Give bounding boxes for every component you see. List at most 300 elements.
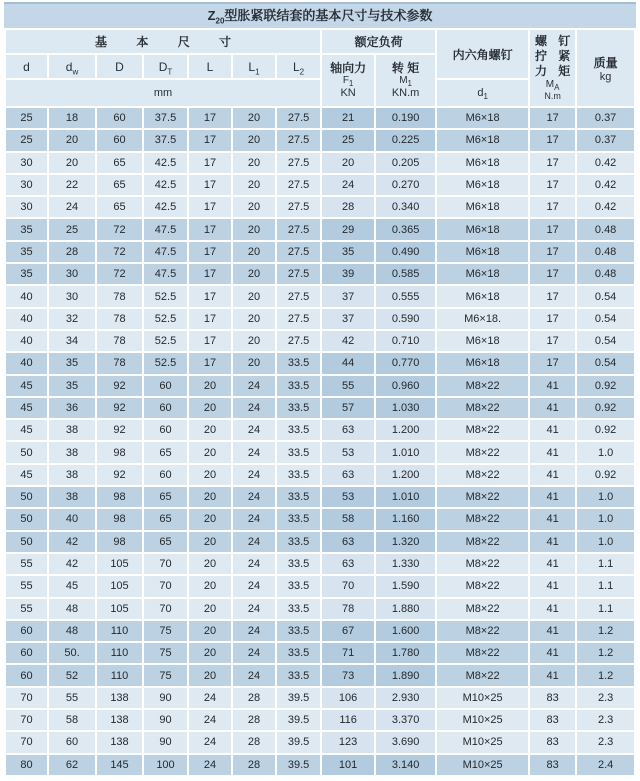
title-symbol: Z [207, 8, 216, 23]
cell-d: 55 [6, 599, 47, 619]
cell-L1: 28 [233, 710, 275, 730]
cell-DT: 75 [144, 665, 187, 685]
table-row [6, 309, 634, 329]
cell-D: 92 [97, 376, 142, 396]
screw-label-line3: 力 矩 [534, 63, 571, 78]
cell-axial-force: 28 [322, 197, 374, 217]
mass-unit: kg [599, 70, 612, 83]
cell-axial-force: 29 [322, 219, 374, 239]
cell-hex-screw: M10×25 [437, 755, 528, 775]
cell-mass: 1.2 [577, 665, 634, 685]
cell-axial-force: 101 [322, 755, 374, 775]
cell-dw: 52 [49, 665, 95, 685]
cell-D: 92 [97, 398, 142, 418]
cell-torque: 0.190 [376, 108, 435, 128]
cell-hex-screw: M8×22 [437, 376, 528, 396]
cell-axial-force: 116 [322, 710, 374, 730]
cell-L: 20 [189, 420, 231, 440]
table-row [6, 599, 634, 619]
cell-DT: 70 [144, 576, 187, 596]
cell-hex-screw: M6×18 [437, 264, 528, 284]
cell-dw: 48 [49, 621, 95, 641]
cell-L1: 20 [233, 130, 275, 150]
cell-DT: 37.5 [144, 108, 187, 128]
cell-mass: 0.48 [577, 242, 634, 262]
cell-mass: 0.42 [577, 153, 634, 173]
cell-L1: 24 [233, 576, 275, 596]
cell-d: 30 [6, 175, 47, 195]
cell-D: 92 [97, 420, 142, 440]
cell-L2: 27.5 [277, 219, 320, 239]
cell-L: 17 [189, 219, 231, 239]
cell-dw: 60 [49, 732, 95, 752]
cell-L2: 33.5 [277, 643, 320, 663]
cell-tightening-torque: 41 [530, 376, 575, 396]
cell-dw: 25 [49, 219, 95, 239]
cell-mass: 2.3 [577, 688, 634, 708]
cell-D: 65 [97, 175, 142, 195]
cell-L1: 24 [233, 532, 275, 552]
table-row [6, 755, 634, 775]
cell-L1: 24 [233, 376, 275, 396]
cell-DT: 42.5 [144, 197, 187, 217]
cell-dw: 42 [49, 532, 95, 552]
cell-axial-force: 44 [322, 353, 374, 373]
cell-axial-force: 53 [322, 487, 374, 507]
cell-mass: 1.0 [577, 532, 634, 552]
cell-axial-force: 20 [322, 153, 374, 173]
table-row [6, 175, 634, 195]
cell-hex-screw: M8×22 [437, 643, 528, 663]
cell-torque: 0.590 [376, 309, 435, 329]
cell-D: 98 [97, 532, 142, 552]
cell-hex-screw: M6×18. [437, 309, 528, 329]
cell-d: 45 [6, 376, 47, 396]
cell-tightening-torque: 41 [530, 532, 575, 552]
col-header-L: L [189, 55, 231, 78]
cell-dw: 58 [49, 710, 95, 730]
cell-L2: 33.5 [277, 665, 320, 685]
cell-D: 72 [97, 219, 142, 239]
header-row-groups [6, 30, 634, 53]
cell-mass: 0.48 [577, 264, 634, 284]
cell-D: 78 [97, 309, 142, 329]
cell-dw: 38 [49, 465, 95, 485]
cell-dw: 32 [49, 309, 95, 329]
cell-L2: 33.5 [277, 465, 320, 485]
cell-axial-force: 24 [322, 175, 374, 195]
cell-torque: 1.780 [376, 643, 435, 663]
cell-axial-force: 67 [322, 621, 374, 641]
cell-L1: 28 [233, 732, 275, 752]
cell-torque: 0.555 [376, 286, 435, 306]
cell-torque: 0.585 [376, 264, 435, 284]
cell-L2: 27.5 [277, 331, 320, 351]
cell-d: 40 [6, 353, 47, 373]
basic-dims-header: 基 本 尺 寸 [6, 30, 320, 53]
cell-L: 20 [189, 532, 231, 552]
cell-axial-force: 78 [322, 599, 374, 619]
cell-tightening-torque: 17 [530, 264, 575, 284]
cell-mass: 0.92 [577, 420, 634, 440]
cell-DT: 60 [144, 420, 187, 440]
cell-L1: 20 [233, 353, 275, 373]
cell-dw: 45 [49, 576, 95, 596]
cell-d: 30 [6, 153, 47, 173]
cell-mass: 1.2 [577, 621, 634, 641]
cell-torque: 3.140 [376, 755, 435, 775]
cell-tightening-torque: 41 [530, 599, 575, 619]
cell-DT: 70 [144, 599, 187, 619]
table-row [6, 732, 634, 752]
cell-L1: 24 [233, 554, 275, 574]
cell-hex-screw: M8×22 [437, 665, 528, 685]
cell-L: 20 [189, 554, 231, 574]
cell-mass: 0.54 [577, 331, 634, 351]
table-row [6, 219, 634, 239]
cell-mass: 1.0 [577, 487, 634, 507]
table-row [6, 621, 634, 641]
cell-hex-screw: M8×22 [437, 621, 528, 641]
cell-L1: 20 [233, 175, 275, 195]
cell-DT: 65 [144, 487, 187, 507]
cell-tightening-torque: 41 [530, 509, 575, 529]
torque-header: 转 矩 $M_1$ KN.m [376, 55, 435, 106]
table-row [6, 442, 634, 462]
cell-L2: 39.5 [277, 688, 320, 708]
cell-D: 105 [97, 554, 142, 574]
screw-label-line1: 螺 钉 [534, 33, 571, 48]
col-header-DT: $D_T$ [144, 55, 187, 78]
cell-torque: 1.010 [376, 487, 435, 507]
cell-tightening-torque: 41 [530, 465, 575, 485]
axial-force-header: 轴向力 $F_1$ KN [322, 55, 374, 106]
cell-d: 25 [6, 130, 47, 150]
cell-axial-force: 39 [322, 264, 374, 284]
cell-L1: 20 [233, 286, 275, 306]
cell-L1: 24 [233, 420, 275, 440]
cell-L1: 24 [233, 398, 275, 418]
cell-mass: 1.1 [577, 554, 634, 574]
cell-D: 138 [97, 688, 142, 708]
cell-mass: 0.54 [577, 286, 634, 306]
cell-d: 55 [6, 576, 47, 596]
cell-hex-screw: M6×18 [437, 130, 528, 150]
cell-d: 60 [6, 621, 47, 641]
cell-L1: 24 [233, 621, 275, 641]
cell-L: 20 [189, 509, 231, 529]
cell-L1: 20 [233, 309, 275, 329]
cell-D: 60 [97, 108, 142, 128]
cell-L2: 39.5 [277, 732, 320, 752]
cell-DT: 52.5 [144, 353, 187, 373]
mass-header [577, 30, 634, 106]
cell-L2: 33.5 [277, 554, 320, 574]
cell-L2: 27.5 [277, 242, 320, 262]
table-row [6, 532, 634, 552]
cell-L1: 20 [233, 331, 275, 351]
cell-d: 35 [6, 242, 47, 262]
cell-tightening-torque: 17 [530, 353, 575, 373]
cell-torque: 0.205 [376, 153, 435, 173]
cell-DT: 90 [144, 732, 187, 752]
cell-L2: 33.5 [277, 599, 320, 619]
cell-torque: 0.490 [376, 242, 435, 262]
cell-torque: 2.930 [376, 688, 435, 708]
cell-hex-screw: M8×22 [437, 576, 528, 596]
cell-d: 30 [6, 197, 47, 217]
cell-DT: 100 [144, 755, 187, 775]
cell-D: 60 [97, 130, 142, 150]
cell-hex-screw: M6×18 [437, 353, 528, 373]
cell-mass: 0.54 [577, 353, 634, 373]
cell-tightening-torque: 17 [530, 309, 575, 329]
table-row [6, 331, 634, 351]
cell-hex-screw: M8×22 [437, 509, 528, 529]
cell-DT: 90 [144, 688, 187, 708]
cell-d: 55 [6, 554, 47, 574]
cell-mass: 0.37 [577, 108, 634, 128]
cell-d: 50 [6, 509, 47, 529]
cell-L2: 33.5 [277, 532, 320, 552]
cell-DT: 75 [144, 621, 187, 641]
cell-axial-force: 55 [322, 376, 374, 396]
cell-L: 17 [189, 309, 231, 329]
cell-tightening-torque: 41 [530, 487, 575, 507]
cell-D: 105 [97, 599, 142, 619]
cell-L2: 33.5 [277, 442, 320, 462]
cell-d: 35 [6, 264, 47, 284]
cell-d: 40 [6, 309, 47, 329]
cell-mass: 0.54 [577, 309, 634, 329]
cell-L2: 27.5 [277, 264, 320, 284]
cell-mass: 2.4 [577, 755, 634, 775]
cell-torque: 0.960 [376, 376, 435, 396]
cell-dw: 20 [49, 130, 95, 150]
cell-mass: 1.2 [577, 643, 634, 663]
cell-D: 110 [97, 643, 142, 663]
cell-L: 17 [189, 242, 231, 262]
cell-mass: 1.1 [577, 576, 634, 596]
cell-axial-force: 42 [322, 331, 374, 351]
screw-label-line2: 拧 紧 [534, 48, 571, 63]
cell-hex-screw: M8×22 [437, 532, 528, 552]
cell-L: 17 [189, 197, 231, 217]
cell-torque: 0.340 [376, 197, 435, 217]
cell-D: 65 [97, 153, 142, 173]
cell-L: 24 [189, 755, 231, 775]
cell-D: 138 [97, 710, 142, 730]
cell-axial-force: 25 [322, 130, 374, 150]
cell-L2: 27.5 [277, 108, 320, 128]
cell-D: 105 [97, 576, 142, 596]
cell-torque: 0.365 [376, 219, 435, 239]
cell-D: 98 [97, 509, 142, 529]
cell-DT: 52.5 [144, 286, 187, 306]
cell-L1: 20 [233, 197, 275, 217]
cell-torque: 1.890 [376, 665, 435, 685]
cell-tightening-torque: 17 [530, 286, 575, 306]
table-row [6, 242, 634, 262]
cell-D: 98 [97, 487, 142, 507]
cell-D: 78 [97, 286, 142, 306]
cell-L: 20 [189, 465, 231, 485]
cell-mass: 0.48 [577, 219, 634, 239]
cell-d: 45 [6, 398, 47, 418]
cell-L2: 33.5 [277, 487, 320, 507]
table-row [6, 398, 634, 418]
cell-d: 50 [6, 487, 47, 507]
cell-DT: 37.5 [144, 130, 187, 150]
cell-L: 24 [189, 710, 231, 730]
table-row [6, 688, 634, 708]
cell-torque: 0.270 [376, 175, 435, 195]
cell-axial-force: 21 [322, 108, 374, 128]
cell-D: 145 [97, 755, 142, 775]
col-header-L2: $L_2$ [277, 55, 320, 78]
cell-mass: 0.92 [577, 376, 634, 396]
cell-tightening-torque: 41 [530, 398, 575, 418]
cell-tightening-torque: 83 [530, 732, 575, 752]
cell-tightening-torque: 41 [530, 442, 575, 462]
cell-dw: 30 [49, 264, 95, 284]
cell-L2: 33.5 [277, 576, 320, 596]
cell-L1: 24 [233, 509, 275, 529]
cell-axial-force: 35 [322, 242, 374, 262]
cell-DT: 52.5 [144, 309, 187, 329]
cell-hex-screw: M8×22 [437, 420, 528, 440]
cell-axial-force: 123 [322, 732, 374, 752]
cell-L: 20 [189, 442, 231, 462]
title-text: 型胀紧联结套的基本尺寸与技术参数 [224, 8, 433, 23]
cell-D: 72 [97, 242, 142, 262]
cell-DT: 70 [144, 554, 187, 574]
cell-L: 20 [189, 643, 231, 663]
cell-tightening-torque: 83 [530, 688, 575, 708]
cell-axial-force: 57 [322, 398, 374, 418]
cell-dw: 22 [49, 175, 95, 195]
cell-tightening-torque: 41 [530, 665, 575, 685]
table-row [6, 576, 634, 596]
cell-dw: 28 [49, 242, 95, 262]
cell-dw: 50. [49, 643, 95, 663]
cell-tightening-torque: 17 [530, 242, 575, 262]
cell-DT: 90 [144, 710, 187, 730]
cell-torque: 1.880 [376, 599, 435, 619]
cell-L2: 39.5 [277, 755, 320, 775]
page-title [4, 2, 636, 28]
cell-DT: 65 [144, 509, 187, 529]
cell-L1: 20 [233, 153, 275, 173]
cell-DT: 65 [144, 442, 187, 462]
table-row [6, 554, 634, 574]
cell-dw: 36 [49, 398, 95, 418]
cell-hex-screw: M6×18 [437, 219, 528, 239]
cell-axial-force: 73 [322, 665, 374, 685]
table-row [6, 420, 634, 440]
cell-tightening-torque: 17 [530, 197, 575, 217]
cell-d: 35 [6, 219, 47, 239]
cell-d: 60 [6, 665, 47, 685]
tightening-torque-unit: N.m [544, 91, 561, 102]
cell-DT: 42.5 [144, 175, 187, 195]
cell-L: 17 [189, 353, 231, 373]
cell-axial-force: 71 [322, 643, 374, 663]
cell-L1: 24 [233, 599, 275, 619]
cell-L1: 24 [233, 643, 275, 663]
table-row [6, 130, 634, 150]
cell-L2: 33.5 [277, 621, 320, 641]
cell-tightening-torque: 17 [530, 108, 575, 128]
cell-DT: 60 [144, 465, 187, 485]
cell-torque: 3.370 [376, 710, 435, 730]
table-row [6, 153, 634, 173]
tightening-torque-symbol: $M_A$ [545, 78, 560, 92]
cell-tightening-torque: 41 [530, 643, 575, 663]
cell-L: 17 [189, 331, 231, 351]
cell-mass: 0.42 [577, 175, 634, 195]
cell-D: 110 [97, 665, 142, 685]
cell-dw: 38 [49, 420, 95, 440]
cell-hex-screw: M6×18 [437, 331, 528, 351]
cell-hex-screw: M8×22 [437, 398, 528, 418]
cell-D: 78 [97, 331, 142, 351]
tightening-torque-header [530, 30, 575, 106]
cell-tightening-torque: 41 [530, 576, 575, 596]
cell-L1: 28 [233, 688, 275, 708]
cell-tightening-torque: 41 [530, 621, 575, 641]
cell-DT: 65 [144, 532, 187, 552]
cell-d: 70 [6, 710, 47, 730]
cell-dw: 42 [49, 554, 95, 574]
cell-mass: 1.0 [577, 509, 634, 529]
cell-d: 60 [6, 643, 47, 663]
cell-D: 98 [97, 442, 142, 462]
col-header-d: d [6, 55, 47, 78]
cell-L2: 27.5 [277, 309, 320, 329]
cell-hex-screw: M8×22 [437, 487, 528, 507]
cell-mass: 0.92 [577, 398, 634, 418]
cell-axial-force: 63 [322, 420, 374, 440]
cell-torque: 3.690 [376, 732, 435, 752]
cell-axial-force: 53 [322, 442, 374, 462]
cell-L2: 39.5 [277, 710, 320, 730]
cell-dw: 24 [49, 197, 95, 217]
cell-tightening-torque: 17 [530, 331, 575, 351]
mass-label: 质量 [593, 55, 618, 70]
cell-torque: 1.320 [376, 532, 435, 552]
cell-L2: 33.5 [277, 398, 320, 418]
table-header [6, 30, 634, 106]
cell-L: 17 [189, 153, 231, 173]
cell-axial-force: 63 [322, 465, 374, 485]
cell-torque: 1.200 [376, 420, 435, 440]
cell-hex-screw: M10×25 [437, 732, 528, 752]
cell-mass: 0.37 [577, 130, 634, 150]
cell-torque: 1.330 [376, 554, 435, 574]
cell-L: 17 [189, 130, 231, 150]
cell-d: 50 [6, 532, 47, 552]
cell-d: 80 [6, 755, 47, 775]
cell-L1: 24 [233, 665, 275, 685]
cell-L: 20 [189, 398, 231, 418]
cell-L: 20 [189, 665, 231, 685]
cell-torque: 0.225 [376, 130, 435, 150]
table-row [6, 353, 634, 373]
cell-L: 17 [189, 286, 231, 306]
cell-DT: 60 [144, 376, 187, 396]
cell-dw: 18 [49, 108, 95, 128]
